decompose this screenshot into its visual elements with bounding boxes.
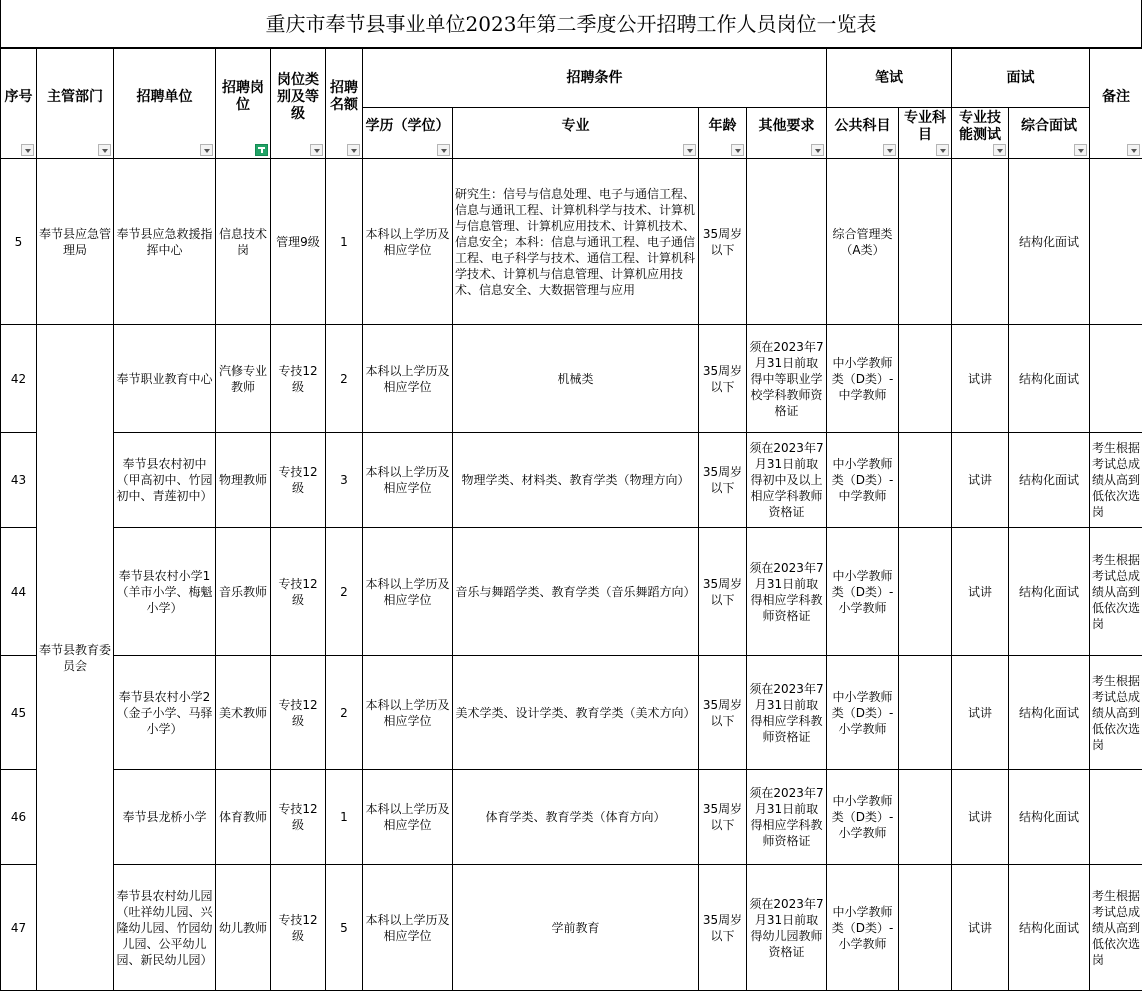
filter-dropdown-icon[interactable] bbox=[936, 144, 949, 156]
filter-dropdown-icon[interactable] bbox=[21, 144, 34, 156]
header-unit: 招聘单位 bbox=[114, 49, 216, 159]
cell-skill-test: 试讲 bbox=[952, 528, 1009, 656]
cell-general-interview: 结构化面试 bbox=[1009, 865, 1090, 991]
cell-age: 35周岁以下 bbox=[699, 528, 747, 656]
cell-unit: 奉节县农村初中（甲高初中、竹园初中、青莲初中） bbox=[114, 433, 216, 528]
cell-edu: 本科以上学历及相应学位 bbox=[363, 325, 453, 433]
filter-dropdown-icon[interactable] bbox=[1127, 144, 1140, 156]
cell-age: 35周岁以下 bbox=[699, 325, 747, 433]
cell-quota: 1 bbox=[326, 159, 363, 325]
cell-dept: 奉节县应急管理局 bbox=[37, 159, 114, 325]
filter-dropdown-icon[interactable] bbox=[731, 144, 744, 156]
cell-remark: 考生根据考试总成绩从高到低依次选岗 bbox=[1090, 433, 1142, 528]
cell-unit: 奉节县农村小学2（金子小学、马驿小学） bbox=[114, 656, 216, 770]
cell-unit: 奉节县龙桥小学 bbox=[114, 770, 216, 865]
cell-quota: 3 bbox=[326, 433, 363, 528]
cell-unit: 奉节县应急救援指挥中心 bbox=[114, 159, 216, 325]
table-row bbox=[1, 159, 1142, 325]
cell-major: 学前教育 bbox=[453, 865, 699, 991]
sheet-title: 重庆市奉节县事业单位2023年第二季度公开招聘工作人员岗位一览表 bbox=[0, 0, 1142, 48]
cell-post: 幼儿教师 bbox=[216, 865, 271, 991]
cell-age: 35周岁以下 bbox=[699, 865, 747, 991]
cell-pro-subject bbox=[899, 865, 952, 991]
header-conditions: 招聘条件 bbox=[363, 49, 827, 108]
header-post: 招聘岗位 bbox=[216, 49, 271, 159]
header-general-interview: 综合面试 bbox=[1009, 108, 1090, 159]
table-row bbox=[1, 770, 1142, 865]
cell-post: 信息技术岗 bbox=[216, 159, 271, 325]
cell-post-type: 专技12级 bbox=[271, 528, 326, 656]
header-other: 其他要求 bbox=[747, 108, 827, 159]
cell-pro-subject bbox=[899, 656, 952, 770]
header-remark: 备注 bbox=[1090, 49, 1142, 159]
cell-skill-test: 试讲 bbox=[952, 325, 1009, 433]
filter-active-icon[interactable] bbox=[255, 144, 268, 156]
header-written: 笔试 bbox=[827, 49, 952, 108]
cell-other: 须在2023年7月31日前取得相应学科教师资格证 bbox=[747, 656, 827, 770]
cell-post-type: 管理9级 bbox=[271, 159, 326, 325]
table-row bbox=[1, 865, 1142, 991]
cell-public-subject: 中小学教师类（D类）-小学教师 bbox=[827, 528, 899, 656]
cell-pro-subject bbox=[899, 770, 952, 865]
cell-public-subject: 中小学教师类（D类）-小学教师 bbox=[827, 770, 899, 865]
cell-quota: 5 bbox=[326, 865, 363, 991]
cell-other: 须在2023年7月31日前取得中等职业学校学科教师资格证 bbox=[747, 325, 827, 433]
cell-major: 研究生：信号与信息处理、电子与通信工程、信息与通讯工程、计算机科学与技术、计算机与信息管理、计算机应用技术、计算机技术、信息安全；本科：信息与通讯工程、电子通信工程、电子科学与技术、通信工程、计算机科学技术、计算机与信息管理、计算机应用技术、信息安全、大数据管理与应用 bbox=[453, 159, 699, 325]
cell-major: 音乐与舞蹈学类、教育学类（音乐舞蹈方向） bbox=[453, 528, 699, 656]
cell-age: 35周岁以下 bbox=[699, 656, 747, 770]
cell-other: 须在2023年7月31日前取得相应学科教师资格证 bbox=[747, 770, 827, 865]
filter-dropdown-icon[interactable] bbox=[347, 144, 360, 156]
cell-post-type: 专技12级 bbox=[271, 656, 326, 770]
filter-dropdown-icon[interactable] bbox=[1074, 144, 1087, 156]
header-dept: 主管部门 bbox=[37, 49, 114, 159]
header-post-type: 岗位类别及等级 bbox=[271, 49, 326, 159]
header-edu: 学历（学位） bbox=[363, 108, 453, 159]
cell-edu: 本科以上学历及相应学位 bbox=[363, 159, 453, 325]
cell-skill-test bbox=[952, 159, 1009, 325]
cell-seq: 47 bbox=[1, 865, 37, 991]
cell-major: 物理学类、材料类、教育学类（物理方向） bbox=[453, 433, 699, 528]
cell-age: 35周岁以下 bbox=[699, 433, 747, 528]
cell-remark bbox=[1090, 325, 1142, 433]
cell-pro-subject bbox=[899, 528, 952, 656]
cell-seq: 45 bbox=[1, 656, 37, 770]
cell-public-subject: 中小学教师类（D类）-中学教师 bbox=[827, 325, 899, 433]
cell-public-subject: 综合管理类（A类） bbox=[827, 159, 899, 325]
cell-major: 体育学类、教育学类（体育方向） bbox=[453, 770, 699, 865]
table-row bbox=[1, 656, 1142, 770]
cell-remark: 考生根据考试总成绩从高到低依次选岗 bbox=[1090, 865, 1142, 991]
filter-dropdown-icon[interactable] bbox=[98, 144, 111, 156]
header-public-subject: 公共科目 bbox=[827, 108, 899, 159]
cell-major: 机械类 bbox=[453, 325, 699, 433]
cell-post-type: 专技12级 bbox=[271, 325, 326, 433]
filter-dropdown-icon[interactable] bbox=[683, 144, 696, 156]
header-skill-test: 专业技能测试 bbox=[952, 108, 1009, 159]
cell-edu: 本科以上学历及相应学位 bbox=[363, 865, 453, 991]
cell-pro-subject bbox=[899, 159, 952, 325]
cell-skill-test: 试讲 bbox=[952, 656, 1009, 770]
cell-general-interview: 结构化面试 bbox=[1009, 770, 1090, 865]
cell-skill-test: 试讲 bbox=[952, 865, 1009, 991]
filter-dropdown-icon[interactable] bbox=[811, 144, 824, 156]
cell-other: 须在2023年7月31日前取得初中及以上相应学科教师资格证 bbox=[747, 433, 827, 528]
cell-seq: 46 bbox=[1, 770, 37, 865]
cell-remark bbox=[1090, 770, 1142, 865]
header-seq: 序号 bbox=[1, 49, 37, 159]
cell-other bbox=[747, 159, 827, 325]
cell-seq: 43 bbox=[1, 433, 37, 528]
cell-other: 须在2023年7月31日前取得相应学科教师资格证 bbox=[747, 528, 827, 656]
cell-quota: 1 bbox=[326, 770, 363, 865]
cell-edu: 本科以上学历及相应学位 bbox=[363, 770, 453, 865]
cell-general-interview: 结构化面试 bbox=[1009, 325, 1090, 433]
cell-post-type: 专技12级 bbox=[271, 770, 326, 865]
cell-unit: 奉节县农村幼儿园（吐祥幼儿园、兴隆幼儿园、竹园幼儿园、公平幼儿园、新民幼儿园） bbox=[114, 865, 216, 991]
table-row bbox=[1, 433, 1142, 528]
cell-unit: 奉节职业教育中心 bbox=[114, 325, 216, 433]
table-row bbox=[1, 528, 1142, 656]
cell-remark: 考生根据考试总成绩从高到低依次选岗 bbox=[1090, 528, 1142, 656]
cell-age: 35周岁以下 bbox=[699, 770, 747, 865]
filter-dropdown-icon[interactable] bbox=[437, 144, 450, 156]
cell-remark: 考生根据考试总成绩从高到低依次选岗 bbox=[1090, 656, 1142, 770]
cell-edu: 本科以上学历及相应学位 bbox=[363, 433, 453, 528]
cell-other: 须在2023年7月31日前取得幼儿园教师资格证 bbox=[747, 865, 827, 991]
cell-seq: 42 bbox=[1, 325, 37, 433]
cell-post: 物理教师 bbox=[216, 433, 271, 528]
cell-major: 美术学类、设计学类、教育学类（美术方向） bbox=[453, 656, 699, 770]
cell-post-type: 专技12级 bbox=[271, 865, 326, 991]
cell-seq: 44 bbox=[1, 528, 37, 656]
cell-remark bbox=[1090, 159, 1142, 325]
cell-skill-test: 试讲 bbox=[952, 433, 1009, 528]
cell-edu: 本科以上学历及相应学位 bbox=[363, 528, 453, 656]
cell-public-subject: 中小学教师类（D类）-小学教师 bbox=[827, 865, 899, 991]
cell-public-subject: 中小学教师类（D类）-中学教师 bbox=[827, 433, 899, 528]
cell-general-interview: 结构化面试 bbox=[1009, 656, 1090, 770]
cell-public-subject: 中小学教师类（D类）-小学教师 bbox=[827, 656, 899, 770]
filter-dropdown-icon[interactable] bbox=[993, 144, 1006, 156]
header-major: 专业 bbox=[453, 108, 699, 159]
cell-post-type: 专技12级 bbox=[271, 433, 326, 528]
cell-quota: 2 bbox=[326, 656, 363, 770]
cell-quota: 2 bbox=[326, 528, 363, 656]
cell-general-interview: 结构化面试 bbox=[1009, 433, 1090, 528]
cell-general-interview: 结构化面试 bbox=[1009, 528, 1090, 656]
cell-pro-subject bbox=[899, 433, 952, 528]
cell-seq: 5 bbox=[1, 159, 37, 325]
filter-dropdown-icon[interactable] bbox=[200, 144, 213, 156]
cell-unit: 奉节县农村小学1（羊市小学、梅魁小学） bbox=[114, 528, 216, 656]
cell-quota: 2 bbox=[326, 325, 363, 433]
filter-dropdown-icon[interactable] bbox=[310, 144, 323, 156]
cell-general-interview: 结构化面试 bbox=[1009, 159, 1090, 325]
cell-pro-subject bbox=[899, 325, 952, 433]
cell-post: 汽修专业教师 bbox=[216, 325, 271, 433]
cell-skill-test: 试讲 bbox=[952, 770, 1009, 865]
header-quota: 招聘名额 bbox=[326, 49, 363, 159]
cell-post: 音乐教师 bbox=[216, 528, 271, 656]
table-row bbox=[1, 325, 1142, 433]
job-table bbox=[0, 48, 1142, 991]
cell-post: 美术教师 bbox=[216, 656, 271, 770]
header-age: 年龄 bbox=[699, 108, 747, 159]
header-interview: 面试 bbox=[952, 49, 1090, 108]
cell-age: 35周岁以下 bbox=[699, 159, 747, 325]
cell-post: 体育教师 bbox=[216, 770, 271, 865]
cell-dept: 奉节县教育委员会 bbox=[37, 325, 114, 991]
cell-edu: 本科以上学历及相应学位 bbox=[363, 656, 453, 770]
header-pro-subject: 专业科目 bbox=[899, 108, 952, 159]
filter-dropdown-icon[interactable] bbox=[883, 144, 896, 156]
